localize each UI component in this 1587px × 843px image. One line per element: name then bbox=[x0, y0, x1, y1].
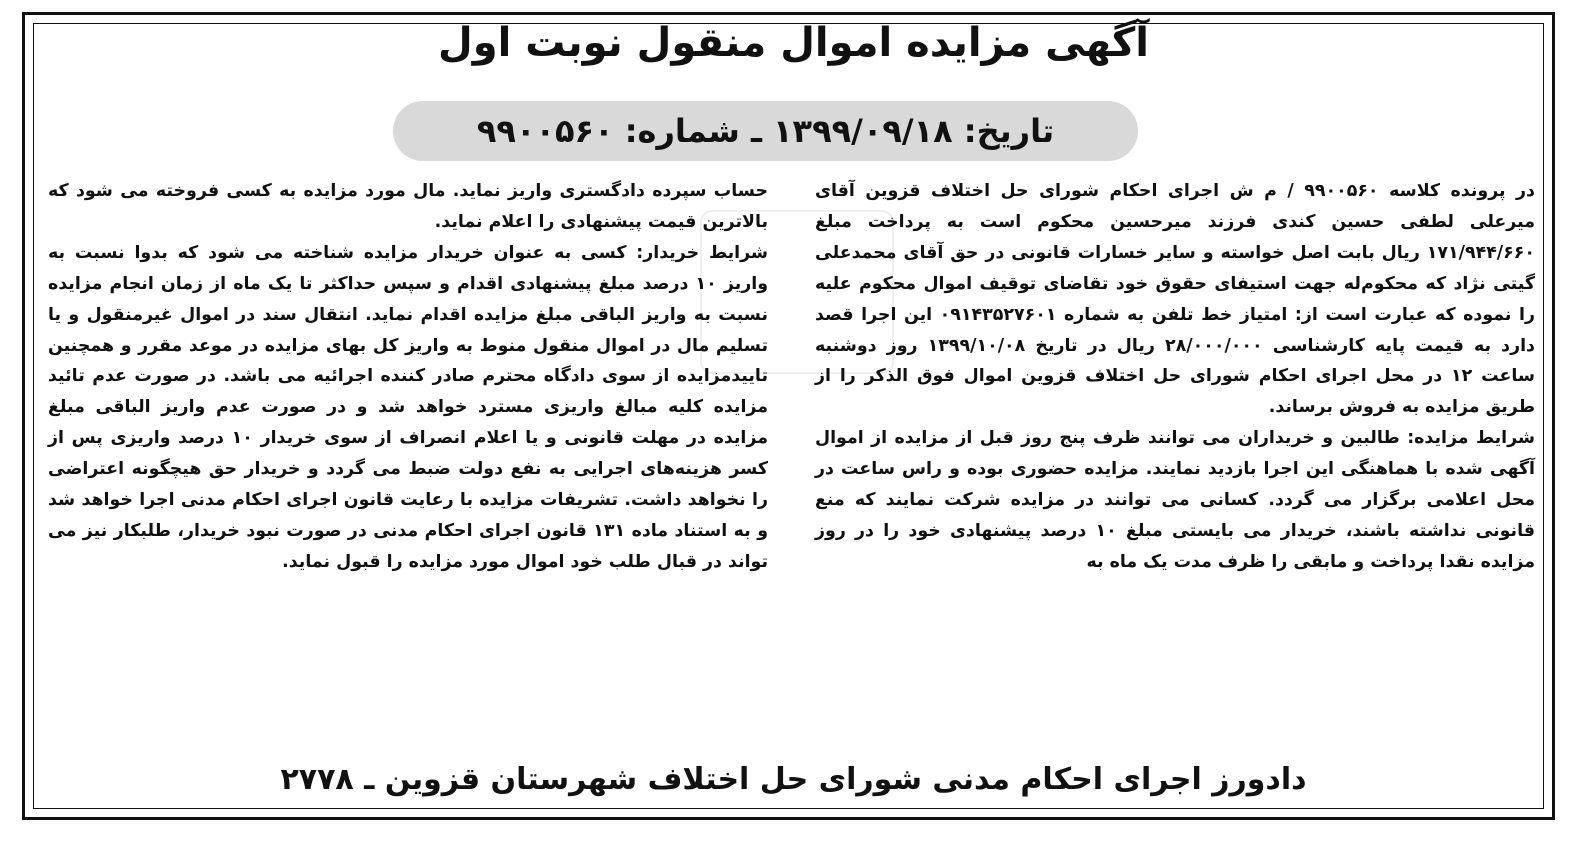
auction-conditions-paragraph bbox=[815, 423, 1535, 578]
left-column bbox=[48, 176, 768, 741]
date-number-text: تاریخ: ۱۳۹۹/۰۹/۱۸ ـ شماره: ۹۹۰۰۵۶۰ bbox=[476, 112, 1055, 150]
case-intro-paragraph: در پرونده کلاسه ۹۹۰۰۵۶۰ / م ش اجرای احکام شورای حل اختلاف قزوین آقای میرعلی لطفی حسین کندی فرزند میرحسین محکوم است به پرداخت مبلغ ۱۷۱/۹۴۴/۶۶۰ ریال بابت اصل خواسته و سایر خسارات قانونی در حق آقای محمدعلی گیتی نژاد که محکوم‌له جهت استیفای حقوق خود تقاضای توقیف اموال محکوم علیه را نموده که عبارت است از: امتیاز خط تلفن به شماره ۰۹۱۴۳۵۲۷۶۰۱ این اجرا قصد دارد به قیمت پایه کارشناسی ۲۸/۰۰۰/۰۰۰ ریال در تاریخ ۱۳۹۹/۱۰/۰۸ روز دوشنبه ساعت ۱۲ در محل اجرای احکام شورای حل اختلاف قزوین اموال فوق الذکر را از طریق مزایده به فروش برساند. bbox=[815, 181, 1535, 418]
right-column bbox=[815, 176, 1535, 741]
buyer-conditions-label: شرایط خریدار: bbox=[636, 242, 769, 263]
signature-footer: دادورز اجرای احکام مدنی شورای حل اختلاف شهرستان قزوین ـ ۲۷۷۸ bbox=[280, 762, 1307, 797]
date-number-banner bbox=[393, 101, 1138, 161]
buyer-conditions-paragraph bbox=[48, 238, 768, 578]
auction-conditions-text: طالبین و خریداران می توانند ظرف پنج روز قبل از مزایده از اموال آگهی شده با هماهنگی این اجرا بازدید نمایند. مزایده حضوری بوده و راس ساعت در محل اعلامی برگزار می گردد. کسانی می توانند در مزایده شرکت نمایند که منع قانونی نداشته باشند، خریدار می بایستی مبلغ ۱۰ درصد پیشنهادی خود را در روز مزایده نقدا پرداخت و مابقی را ظرف مدت یک ماه به bbox=[815, 428, 1536, 572]
auction-conditions-label: شرایط مزایده: bbox=[1407, 428, 1535, 449]
continuation-paragraph: حساب سپرده دادگستری واریز نماید. مال مورد مزایده به کسی فروخته می شود که بالاترین قیمت پیشنهادی را اعلام نماید. bbox=[48, 181, 768, 232]
buyer-conditions-text: کسی به عنوان خریدار مزایده شناخته می شود که بدوا نسبت به واریز ۱۰ درصد مبلغ پیشنهادی اقدام و سپس حداکثر تا یک ماه از زمان انجام مزایده نسبت به واریز الباقی مبلغ مزایده اقدام نماید. انتقال سند در اموال غیرمنقول و یا تسلیم مال در اموال منقول منوط به واریز کل بهای مزایده در موعد مقرر و همچنین تاییدمزایده از سوی دادگاه محترم صادر کننده اجرائیه می باشد. در صورت عدم تائید مزایده کلیه مبالغ واریزی مسترد خواهد شد و در صورت عدم واریز الباقی مبلغ مزایده در مهلت قانونی و یا اعلام انصراف از سوی خریدار ۱۰ درصد واریزی پس از کسر هزینه‌های اجرایی به نفع دولت ضبط می گردد و خریدار حق هیچگونه اعتراضی را نخواهد داشت. تشریفات مزایده با رعایت قانون اجرای احکام مدنی اجرا خواهد شد و به استناد ماده ۱۳۱ قانون اجرای احکام مدنی در صورت نبود خریدار، طلبکار نیز می تواند در قبال طلب خود اموال مورد مزایده را قبول نماید. bbox=[48, 242, 769, 572]
notice-title: آگهی مزایده اموال منقول نوبت اول bbox=[438, 20, 1149, 66]
